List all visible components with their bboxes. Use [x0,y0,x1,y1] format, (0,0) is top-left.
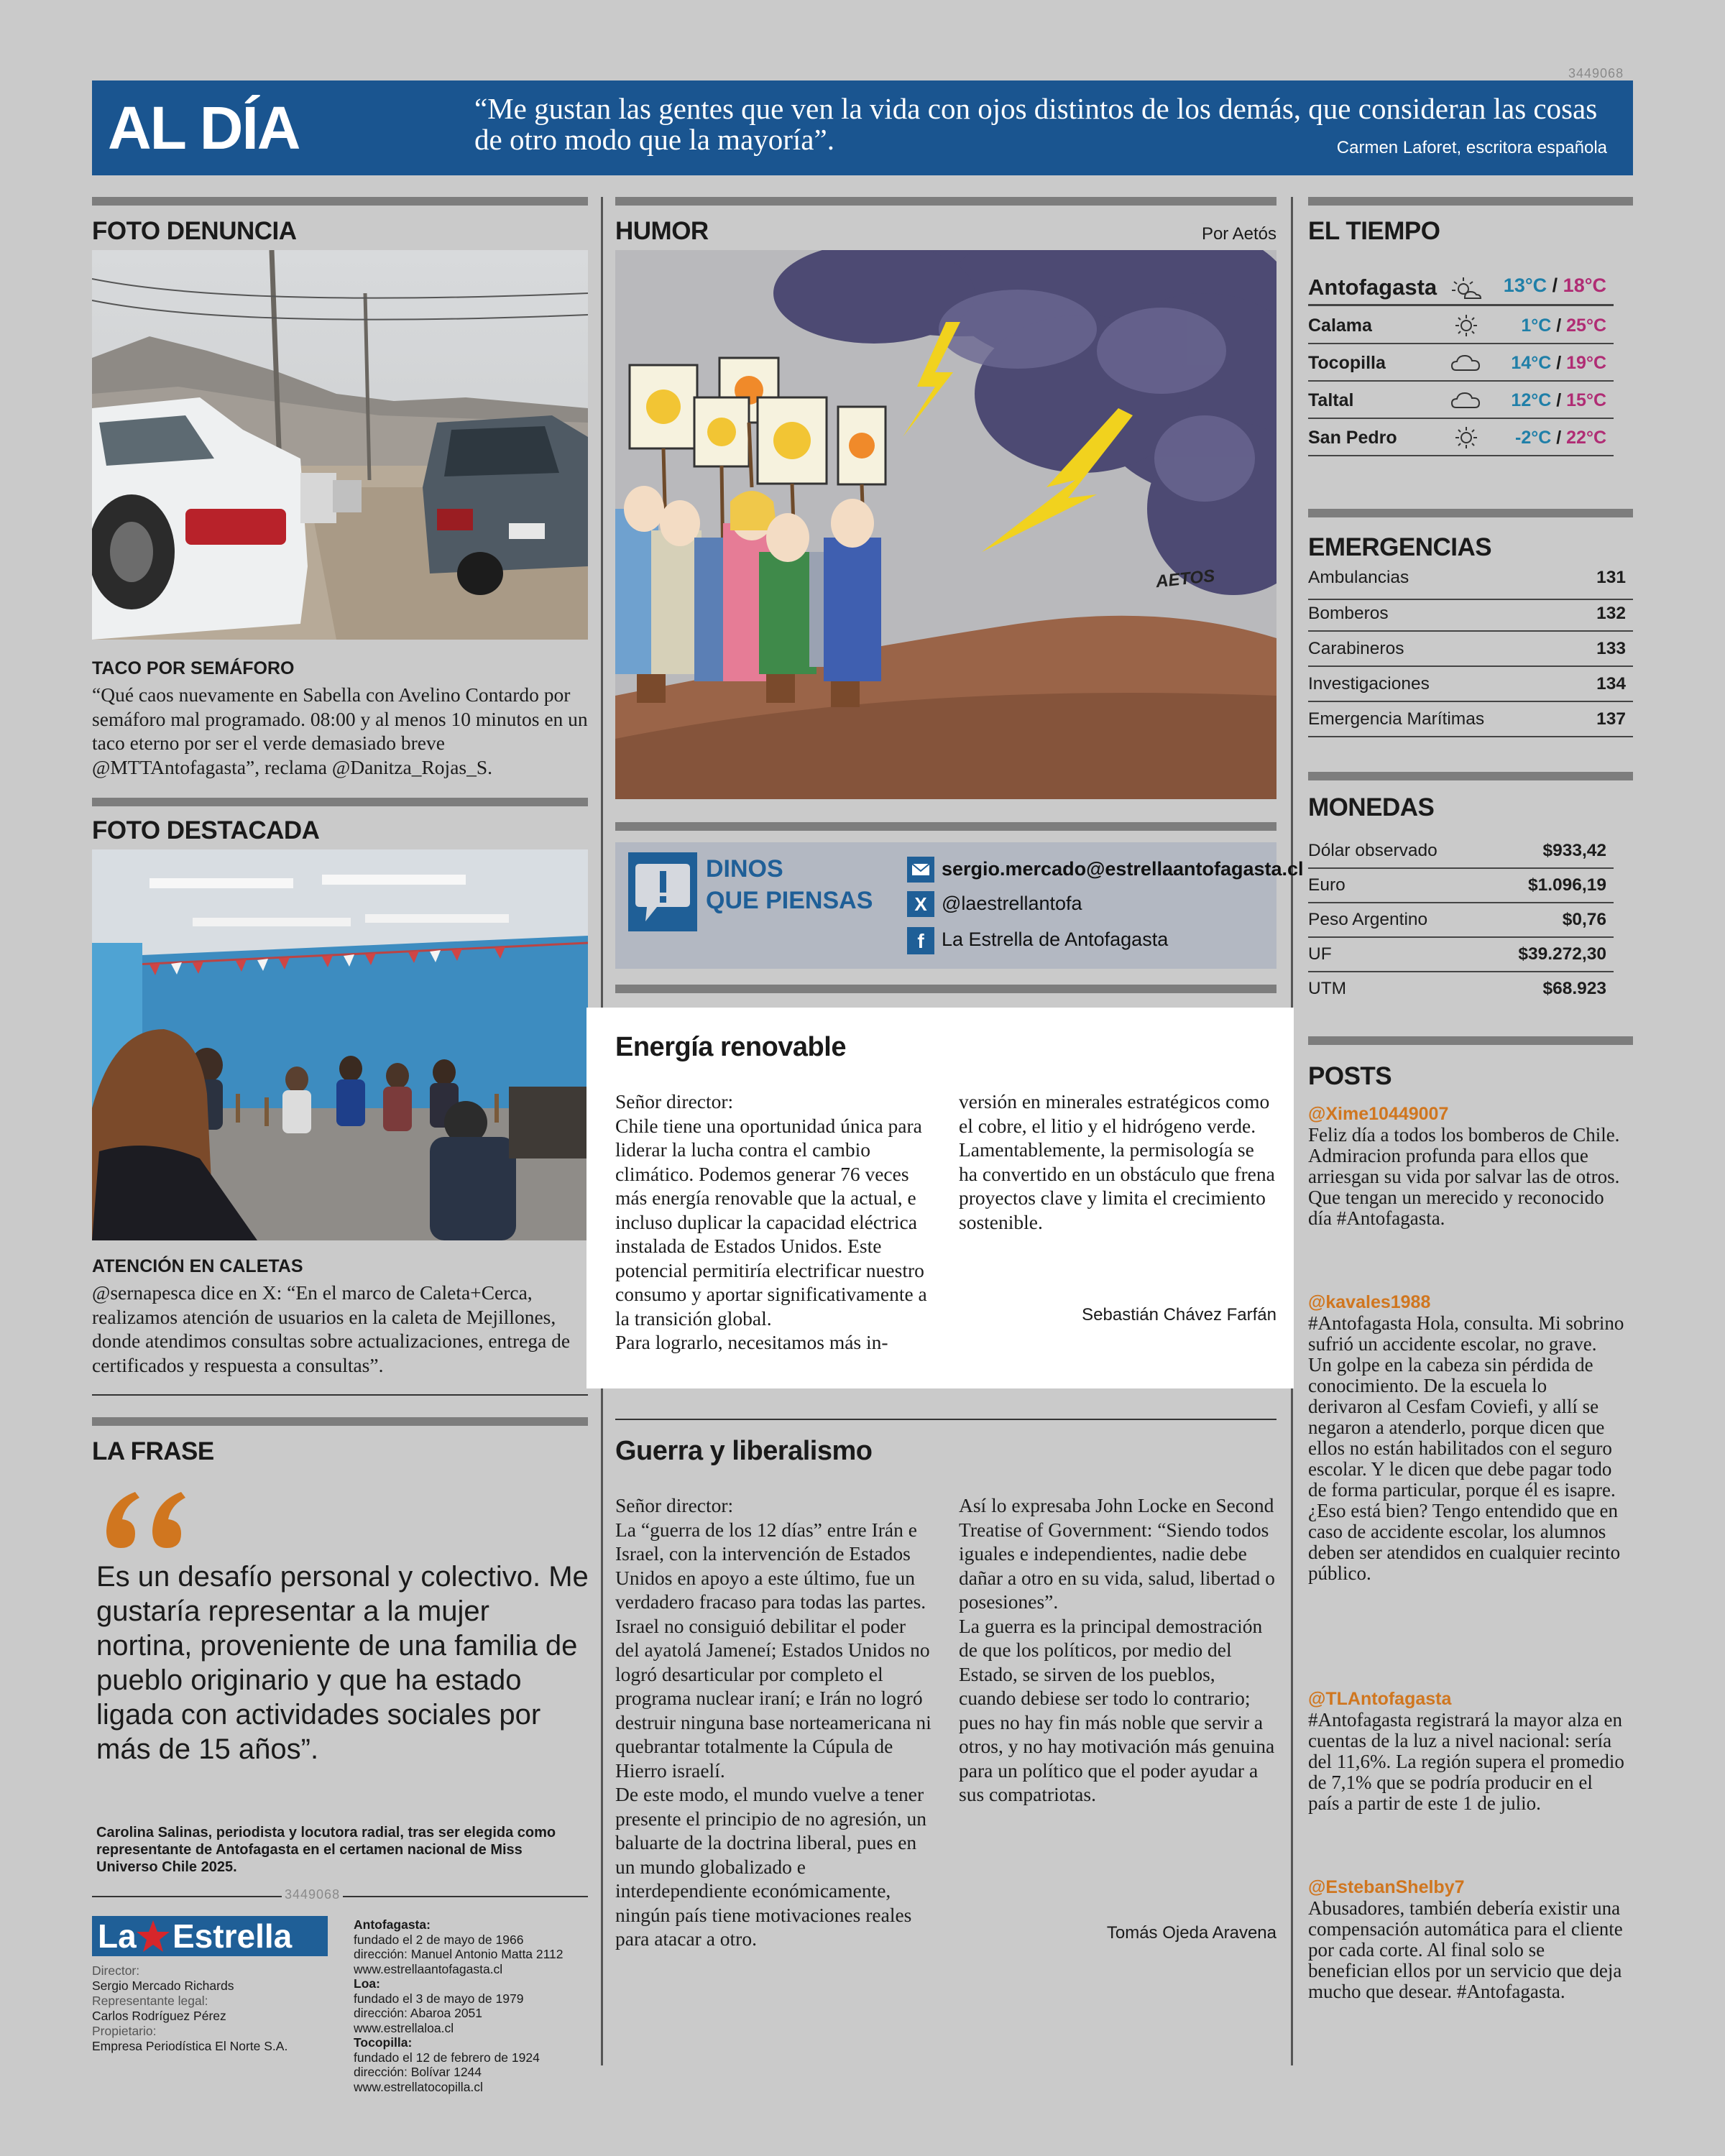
heading-foto-destacada: FOTO DESTACADA [92,816,320,844]
photo-traffic [92,250,588,640]
divider [615,197,1276,206]
post-handle[interactable]: @EstebanShelby7 [1308,1877,1465,1897]
edition-city: Tocopilla: [354,2035,413,2050]
owner-name: Empresa Periodística El Norte S.A. [92,2039,288,2053]
edition-city: Antofagasta: [354,1917,431,1932]
emergency-row [1308,596,1633,632]
sun-icon [1450,425,1482,449]
currency-value: $1.096,19 [1528,875,1606,895]
caption-text-caletas: @sernapesca dice en X: “En el marco de Caleta+Cerca, realizamos atención de usuarios en la caleta de Mejillones, donde atendimos consultas sobre actualizaciones, entrega de certificados y respuesta a consultas”. [92,1281,571,1376]
post-text: Abusadores, también debería existir una compensación automática para el cliente por cada corte. Al final solo se benefician ellos por un servicio que deja mucho que desear. #Antofagasta. [1308,1897,1623,2002]
letter-col-2 [959,1089,1275,1234]
currency-label: Euro [1308,875,1346,895]
edition-web[interactable]: www.estrellatocopilla.cl [354,2079,483,2094]
letter-paragraph: Así lo expresaba John Locke en Second Treatise of Government: “Siendo todos iguales e independientes, nadie debe dañar a otro en su vida, salud, libertad o posesiones”. [959,1494,1275,1613]
star-icon [135,1919,171,1953]
edition-web[interactable]: www.estrellaantofagasta.cl [354,1961,503,1976]
currency-label: Peso Argentino [1308,910,1428,929]
divider [615,822,1276,831]
currency-row [1308,972,1614,1007]
edition-address: dirección: Abaroa 2051 [354,2006,483,2020]
emergency-label: Carabineros [1308,639,1404,658]
post-text: Feliz día a todos los bomberos de Chile. Admiracion profunda para ellos que arriesgan su vida por salvar las de otros. Que tengan un merecido y reconocido día #Antofagasta. [1308,1124,1620,1229]
letter-paragraph: Señor director: [615,1090,734,1112]
header-quote: “Me gustan las gentes que ven la vida con ojos distintos de los demás, que consideran las cosas de otro modo que la mayoría”. [474,92,1598,156]
letter-signature: Sebastián Chávez Farfán [1082,1305,1276,1325]
section-title: AL DÍA [108,94,300,162]
director-label: Director: [92,1963,140,1978]
logo-la-estrella [92,1916,328,1956]
emergency-row [1308,667,1633,702]
temp-max: 19°C [1566,353,1606,373]
mail-icon [907,857,934,883]
post-item [1308,1689,1624,1814]
edition-address: dirección: Bolívar 1244 [354,2065,482,2079]
edition-web[interactable]: www.estrellaloa.cl [354,2020,454,2035]
temp-separator: / [1552,275,1558,296]
letter-paragraph: Señor director: [615,1494,734,1516]
cloud-icon [1450,387,1482,412]
contact-x[interactable]: @laestrellantofa [942,893,1082,914]
currency-value: $933,42 [1542,841,1606,860]
weather-row [1308,420,1614,456]
frase-attribution: Carolina Salinas, periodista y locutora radial, tras ser elegida como representante de Antofagasta en el certamen nacional de Miss Universo Chile 2025. [96,1825,556,1875]
weather-city: Calama [1308,315,1372,336]
heading-monedas: MONEDAS [1308,793,1435,821]
temp-min: 13°C [1503,275,1547,296]
masthead-editions [354,1917,591,2094]
emergency-row [1308,702,1633,737]
contact-title-line1: DINOS [706,855,783,883]
heading-posts: POSTS [1308,1062,1392,1090]
letter-paragraph: La “guerra de los 12 días” entre Irán e Israel, con la intervención de Estados Unidos en apoyo a este último, fue un verdadero fracaso para todas las partes. Israel no consiguió debilitar el poder del ayatolá Jameneí; Estados Unidos no logró desarticular por completo el programa nuclear iraní; e Irán no logró destruir ninguna base norteamericana ni quebrantar totalmente la Cúpula de Hierro israelí. [615,1518,932,1782]
sun-cloud-icon [1450,276,1482,300]
letter-energia [586,1008,1294,1388]
header-banner [92,80,1633,175]
owner-label: Propietario: [92,2024,157,2038]
post-item [1308,1292,1624,1584]
divider [1308,772,1633,780]
contact-title-line2: QUE PIENSAS [706,887,873,914]
post-item [1308,1877,1624,2002]
temp-min: 14°C [1511,353,1552,373]
caption-title-caletas: ATENCIÓN EN CALETAS [92,1256,303,1276]
heading-el-tiempo: EL TIEMPO [1308,217,1440,245]
quote-marks-icon [99,1488,193,1552]
weather-temp [1511,353,1606,374]
letter-paragraph: versión en minerales estratégicos como el cobre, el litio y el hidrógeno verde. [959,1090,1270,1137]
letter-signature: Tomás Ojeda Aravena [1106,1923,1276,1943]
weather-city: San Pedro [1308,428,1397,448]
currency-value: $68.923 [1542,979,1606,998]
letter-col-1 [615,1493,932,1951]
weather-city: Taltal [1308,390,1354,410]
humor-cartoon [615,250,1276,799]
emergency-number[interactable]: 131 [1596,568,1626,587]
photo-meeting [92,849,588,1240]
cartoon-signature: AETOS [1154,566,1216,592]
emergency-number[interactable]: 134 [1596,674,1626,694]
weather-temp [1511,390,1606,411]
masthead-staff [92,1963,322,2054]
speech-bubble-icon [628,852,697,931]
currency-row [1308,868,1614,903]
weather-row [1308,346,1614,382]
emergency-number[interactable]: 132 [1596,604,1626,623]
currency-label: UTM [1308,979,1347,998]
weather-row [1308,383,1614,419]
divider [1308,509,1633,517]
heading-la-frase: LA FRASE [92,1437,214,1465]
cloud-icon [1450,350,1482,374]
currency-row [1308,903,1614,938]
edition-founded: fundado el 3 de mayo de 1979 [354,1991,524,2006]
divider-thin [615,1419,1276,1420]
post-handle[interactable]: @TLAntofagasta [1308,1689,1452,1709]
currency-label: UF [1308,944,1332,964]
page-code-bottom: 3449068 [282,1887,343,1902]
emergency-label: Investigaciones [1308,674,1430,694]
emergency-label: Ambulancias [1308,568,1409,587]
emergencias-table [1308,565,1633,745]
edition-address: dirección: Manuel Antonio Matta 2112 [354,1947,564,1961]
letter-guerra [615,1436,1276,1982]
divider-thin [92,1394,588,1396]
emergency-label: Emergencia Marítimas [1308,709,1485,729]
weather-row [1308,266,1614,306]
letter-paragraph: De este modo, el mundo vuelve a tener presente el principio de no agresión, un baluarte de la doctrina liberal, pues en un mundo globalizado e interdependiente económicamente, ningún país tiene motivaciones reales para atacar a otro. [615,1783,926,1950]
weather-city: Tocopilla [1308,353,1386,373]
temp-min: 1°C [1521,315,1552,336]
divider [92,1417,588,1426]
director-name: Sergio Mercado Richards [92,1978,234,1993]
letter-paragraph: Para lograrlo, necesitamos más in- [615,1331,888,1353]
heading-emergencias: EMERGENCIAS [1308,533,1492,561]
currency-label: Dólar observado [1308,841,1438,860]
logo-la-text: La [98,1917,137,1955]
post-text: #Antofagasta Hola, consulta. Mi sobrino sufrió un accidente escolar, no grave. Un golpe en la cabeza sin pérdida de conocimiento. De la escuela lo derivaron al Cesfam Coviefi, y allí se negaron a atenderlo, porque dicen que ellos no están habilitados con el seguro escolar. Y le dicen que debe pagar todo de forma particular, porque él es isapre. ¿Eso está bien? Tengo entendido que en caso de accidente escolar, los alumnos deben ser atendidos en cualquier recinto público. [1308,1312,1624,1584]
temp-max: 25°C [1566,315,1606,336]
emergency-row [1308,632,1633,667]
heading-foto-denuncia: FOTO DENUNCIA [92,217,297,245]
caption-title-taco: TACO POR SEMÁFORO [92,658,295,678]
emergency-number[interactable]: 137 [1596,709,1626,729]
page-code-top: 3449068 [1568,66,1624,80]
legal-label: Representante legal: [92,1994,208,2008]
weather-temp [1515,428,1606,448]
caption-text-taco: “Qué caos nuevamente en Sabella con Avelino Contardo por semáforo mal programado. 08:00 y al menos 10 minutos en un taco eterno por ser el verde demasiado breve @MTTAntofagasta”, reclama @Danitza_Rojas_S. [92,683,588,778]
edition-founded: fundado el 12 de febrero de 1924 [354,2050,540,2065]
weather-city: Antofagasta [1308,275,1438,300]
contact-box [615,842,1304,969]
humor-byline: Por Aetós [1201,224,1276,244]
contact-email[interactable]: sergio.mercado@estrellaantofagasta.cl [942,858,1304,880]
currency-row [1308,834,1614,869]
temp-separator: / [1556,390,1562,410]
emergency-row [1308,565,1633,600]
letter-paragraph: Chile tiene una oportunidad única para liderar la lucha contra el cambio climático. Podemos generar 76 veces más energía renovable que la actual, e incluso duplicar la capacidad eléctrica instalada de Estados Unidos. Este potencial permitiría electrificar nuestro consumo y aportar significativamente a la transición global. [615,1114,927,1330]
post-item [1308,1104,1624,1229]
contact-facebook[interactable]: La Estrella de Antofagasta [942,929,1169,950]
facebook-icon: f [907,927,934,954]
temp-min: -2°C [1515,428,1552,448]
weather-table [1308,266,1633,464]
frase-quote: Es un desafío personal y colectivo. Me gustaría representar a la mujer nortina, proveniente de una familia de pueblo originario y que ha estado ligada con actividades sociales por más de 15 años”. [96,1561,589,1765]
divider [92,798,588,806]
temp-max: 22°C [1566,428,1606,448]
letter-col-1 [615,1089,932,1355]
currency-row [1308,937,1614,972]
weather-temp [1521,315,1606,336]
letter-title: Energía renovable [615,1032,846,1062]
divider [1308,1036,1633,1045]
logo-estrella-text: Estrella [172,1917,293,1955]
divider [92,197,588,206]
sun-icon [1450,313,1482,337]
temp-separator: / [1556,315,1562,336]
letter-paragraph: Lamentablemente, la permisología se ha convertido en un obstáculo que frena proyectos clave y limita el crecimiento sostenible. [959,1138,1275,1233]
weather-temp [1504,275,1606,297]
edition-founded: fundado el 2 de mayo de 1966 [354,1932,524,1947]
post-handle[interactable]: @kavales1988 [1308,1292,1431,1312]
legal-name: Carlos Rodríguez Pérez [92,2009,226,2023]
temp-min: 12°C [1511,390,1552,410]
edition-city: Loa: [354,1976,380,1991]
header-quote-author: Carmen Laforet, escritora española [1327,138,1607,158]
temp-max: 15°C [1566,390,1606,410]
letter-col-2 [959,1493,1275,1807]
post-text: #Antofagasta registrará la mayor alza en cuentas de la luz a nivel nacional: sería del 11,6%. La región supera el promedio de 7,1% que se podría producir en el país a partir de este 1 de julio. [1308,1709,1624,1814]
temp-separator: / [1556,428,1562,448]
divider [1308,197,1633,206]
currency-value: $39.272,30 [1518,944,1606,964]
currency-value: $0,76 [1562,910,1606,929]
divider [615,985,1276,993]
letter-title: Guerra y liberalismo [615,1436,873,1466]
temp-separator: / [1556,353,1562,373]
temp-max: 18°C [1563,275,1606,296]
heading-humor: HUMOR [615,217,709,245]
x-icon: X [907,891,934,917]
emergency-label: Bomberos [1308,604,1389,623]
weather-row [1308,308,1614,344]
post-handle[interactable]: @Xime10449007 [1308,1104,1449,1124]
monedas-table [1308,834,1633,1013]
letter-paragraph: La guerra es la principal demostración de que los políticos, por medio del Estado, se sirven de los pueblos, cuando debiese ser todo lo contrario; pues no hay fin más noble que servir a otros, y no hay motivación más genuina para un político que el poder ayudar a sus compatriotas. [959,1614,1275,1805]
emergency-number[interactable]: 133 [1596,639,1626,658]
